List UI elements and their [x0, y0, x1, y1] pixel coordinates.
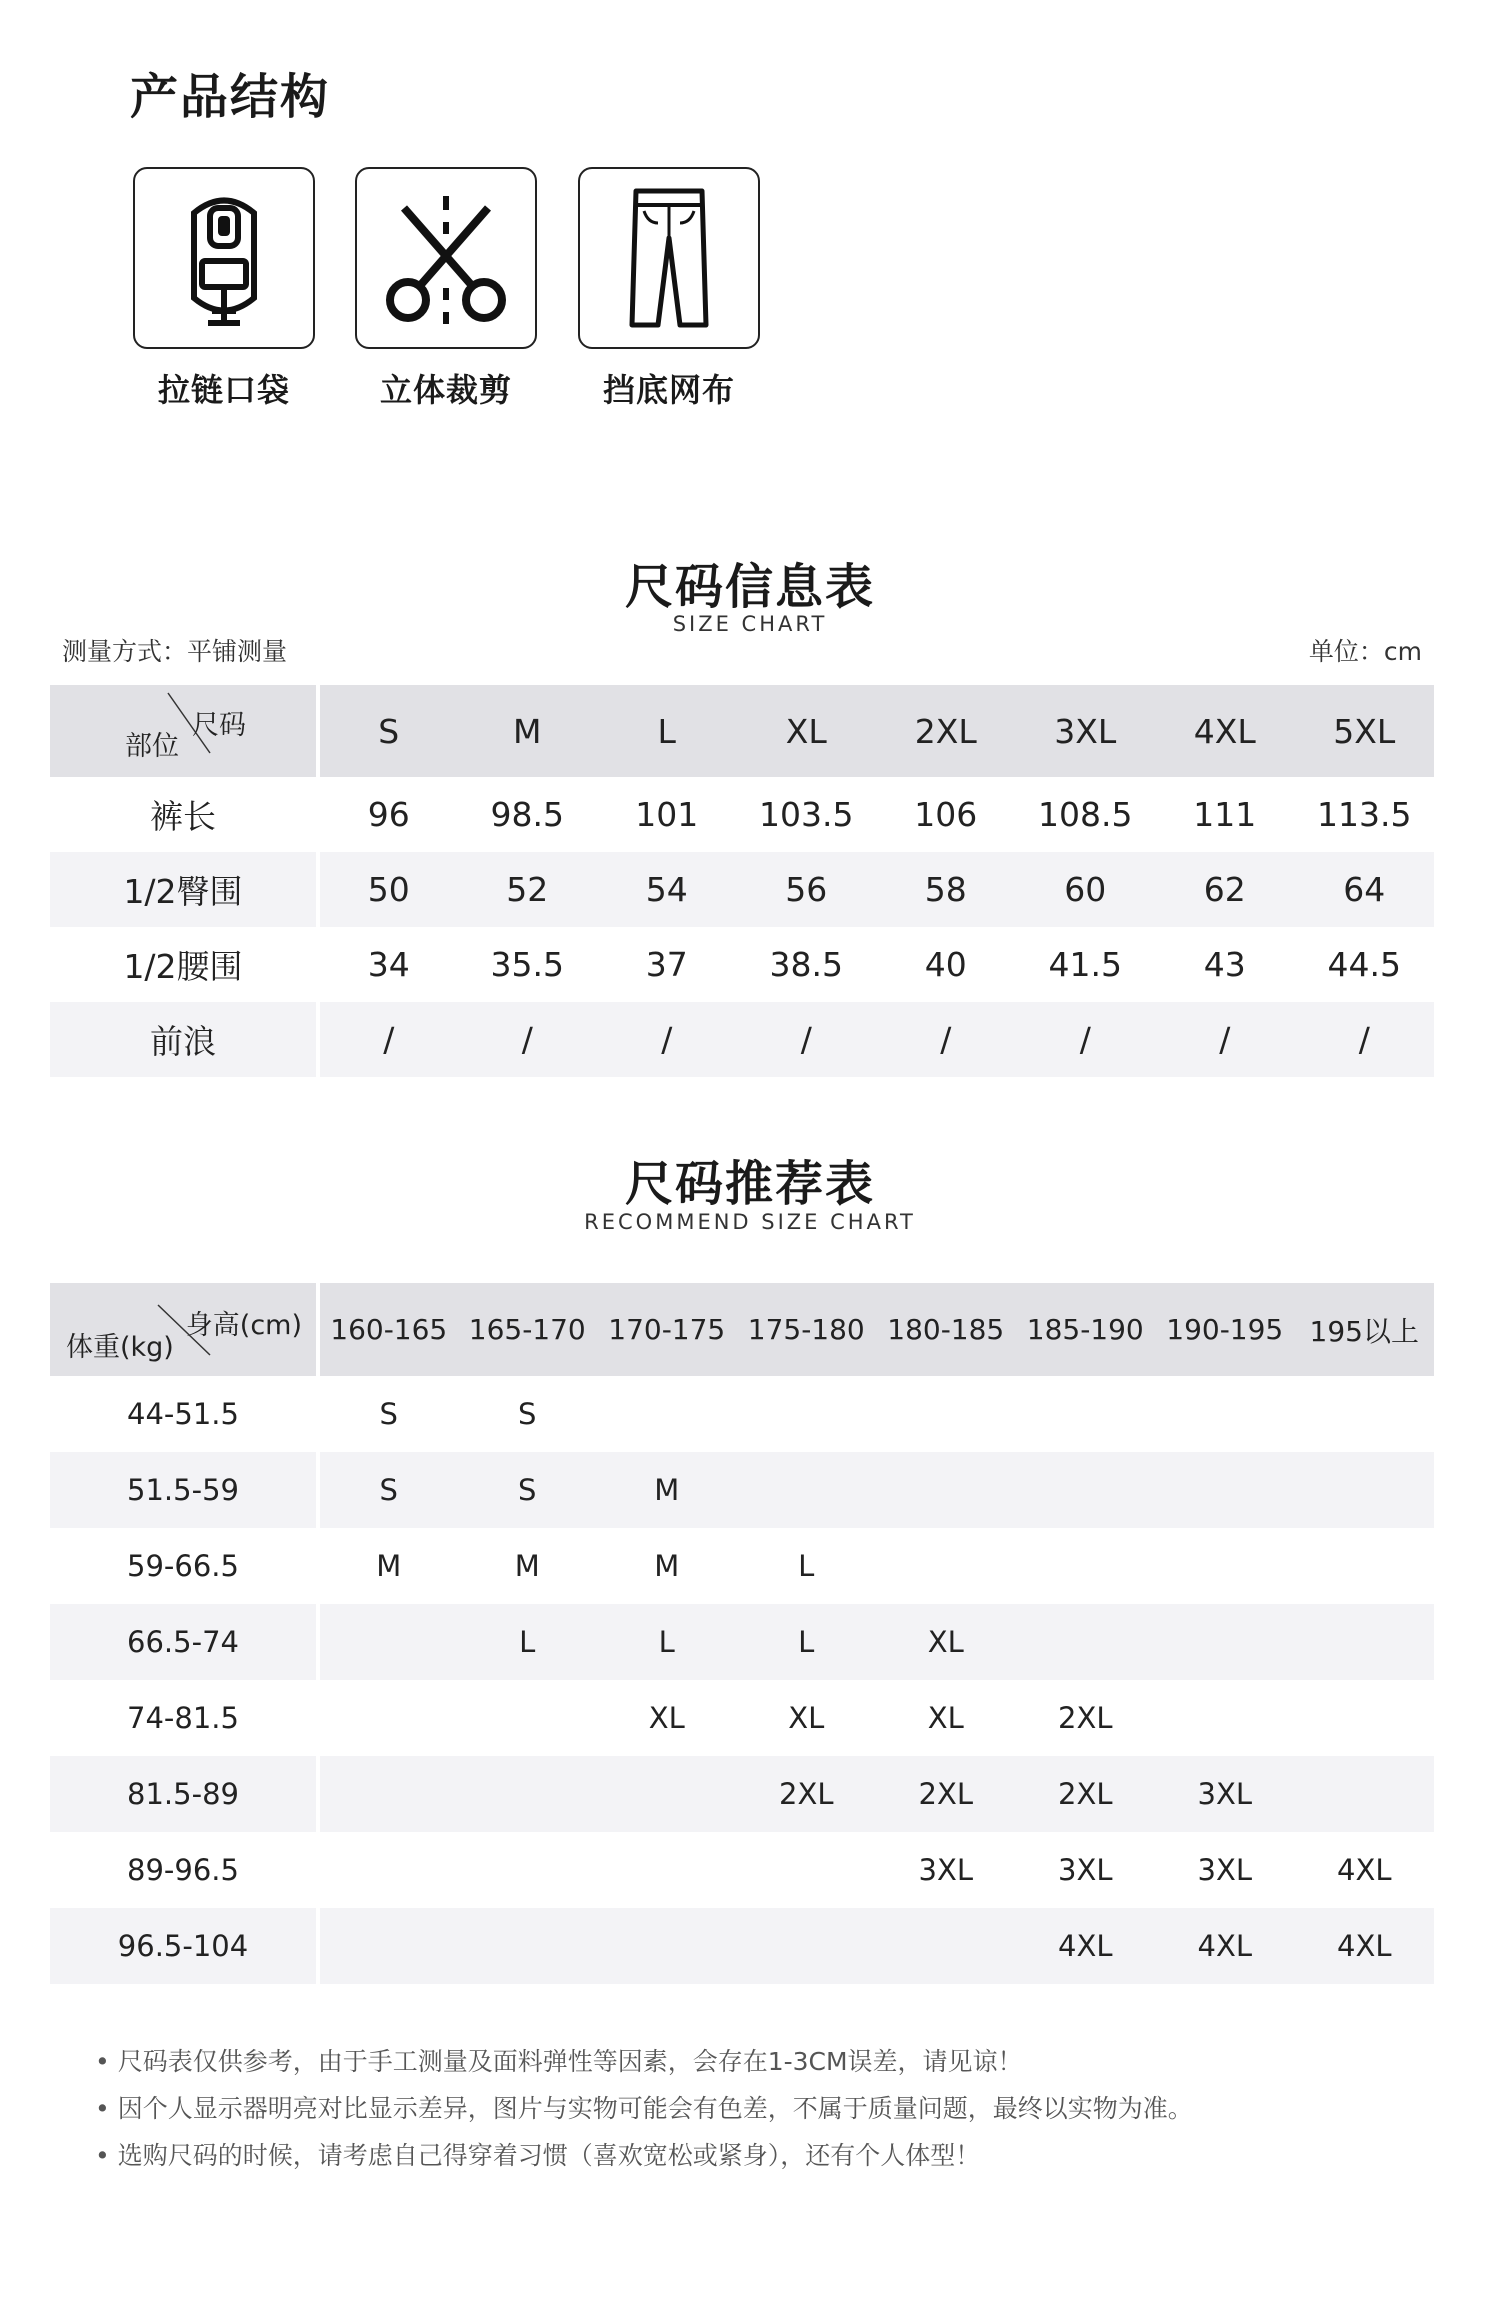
- table-cell: 2XL: [1016, 1680, 1156, 1756]
- table-cell: [1295, 1376, 1435, 1452]
- note-item: • 因个人显示器明亮对比显示差异，图片与实物可能会有色差，不属于质量问题，最终以实物为准。: [95, 2094, 1193, 2123]
- table-cell: 35.5: [458, 927, 598, 1002]
- size-header: L: [597, 685, 737, 777]
- table-cell: 3XL: [1155, 1832, 1295, 1908]
- table-cell: 54: [597, 852, 737, 927]
- table-row: [50, 777, 1434, 852]
- table-cell: /: [318, 1002, 458, 1077]
- table-row: [50, 1756, 1434, 1832]
- recommend-chart-table: [50, 1283, 1436, 1984]
- table-cell: 101: [597, 777, 737, 852]
- corner-size-label: 尺码: [192, 710, 246, 741]
- table-cell: 38.5: [737, 927, 877, 1002]
- table-cell: 43: [1155, 927, 1295, 1002]
- size-chart-table: [50, 685, 1436, 1077]
- weight-label: 44-51.5: [50, 1376, 318, 1452]
- note-item: • 选购尺码的时候，请考虑自己得穿着习惯（喜欢宽松或紧身），还有个人体型！: [95, 2141, 981, 2170]
- weight-label: 66.5-74: [50, 1604, 318, 1680]
- table-cell: M: [318, 1528, 458, 1604]
- table-cell: 44.5: [1295, 927, 1435, 1002]
- feature-zipper-pocket: [133, 167, 315, 411]
- note-item: • 尺码表仅供参考，由于手工测量及面料弹性等因素，会存在1-3CM误差，请见谅！: [95, 2047, 1023, 2076]
- table-cell: 4XL: [1155, 1908, 1295, 1984]
- table-cell: [1155, 1604, 1295, 1680]
- table-cell: [597, 1376, 737, 1452]
- table-cell: [1295, 1452, 1435, 1528]
- table-cell: S: [458, 1376, 598, 1452]
- table-cell: 113.5: [1295, 777, 1435, 852]
- table-cell: /: [458, 1002, 598, 1077]
- table-cell: M: [597, 1528, 737, 1604]
- table-cell: /: [737, 1002, 877, 1077]
- height-header: 165-170: [458, 1283, 598, 1376]
- table-cell: S: [458, 1452, 598, 1528]
- height-header: 185-190: [1016, 1283, 1156, 1376]
- table-cell: 2XL: [737, 1756, 877, 1832]
- table-cell: [458, 1832, 598, 1908]
- table-cell: [1016, 1604, 1156, 1680]
- corner-height-label: 身高(cm): [185, 1310, 302, 1341]
- height-header: 195以上: [1295, 1283, 1435, 1376]
- table-cell: 34: [318, 927, 458, 1002]
- table-cell: 41.5: [1016, 927, 1156, 1002]
- table-cell: [597, 1832, 737, 1908]
- table-cell: 103.5: [737, 777, 877, 852]
- table-cell: 98.5: [458, 777, 598, 852]
- table-cell: 106: [876, 777, 1016, 852]
- table-cell: 111: [1155, 777, 1295, 852]
- table-row: [50, 927, 1434, 1002]
- table-cell: [318, 1680, 458, 1756]
- table-cell: 50: [318, 852, 458, 927]
- table-cell: 108.5: [1016, 777, 1156, 852]
- table-cell: L: [458, 1604, 598, 1680]
- table-row: [50, 1832, 1434, 1908]
- table-cell: S: [318, 1452, 458, 1528]
- table-row: [50, 1528, 1434, 1604]
- size-header: 3XL: [1016, 685, 1156, 777]
- table-cell: XL: [597, 1680, 737, 1756]
- scissors-icon: [355, 167, 537, 349]
- table-cell: 2XL: [876, 1756, 1016, 1832]
- table-cell: 37: [597, 927, 737, 1002]
- recommend-chart-title: 尺码推荐表: [624, 1156, 875, 1212]
- weight-label: 74-81.5: [50, 1680, 318, 1756]
- table-cell: [1155, 1680, 1295, 1756]
- height-header: 170-175: [597, 1283, 737, 1376]
- product-structure-title: 产品结构: [130, 69, 331, 125]
- notes-list: [95, 2038, 1193, 2179]
- table-cell: [597, 1908, 737, 1984]
- table-cell: [318, 1832, 458, 1908]
- table-cell: 60: [1016, 852, 1156, 927]
- table-cell: 3XL: [876, 1832, 1016, 1908]
- table-cell: /: [597, 1002, 737, 1077]
- size-chart-title: 尺码信息表: [624, 559, 875, 615]
- table-cell: L: [597, 1604, 737, 1680]
- table-cell: [1155, 1452, 1295, 1528]
- table-cell: [876, 1908, 1016, 1984]
- table-cell: /: [876, 1002, 1016, 1077]
- table-cell: S: [318, 1376, 458, 1452]
- table-cell: 4XL: [1295, 1832, 1435, 1908]
- height-header: 180-185: [876, 1283, 1016, 1376]
- table-cell: XL: [737, 1680, 877, 1756]
- table-row: [50, 1604, 1434, 1680]
- table-cell: 58: [876, 852, 1016, 927]
- zipper-pocket-icon: [133, 167, 315, 349]
- size-chart-subtitle: SIZE CHART: [672, 612, 828, 636]
- height-header-row: [50, 1283, 1434, 1376]
- size-header-row: [50, 685, 1434, 777]
- weight-label: 59-66.5: [50, 1528, 318, 1604]
- table-cell: XL: [876, 1680, 1016, 1756]
- unit-label: 单位：cm: [1308, 637, 1422, 666]
- table-cell: 64: [1295, 852, 1435, 927]
- row-label: 1/2腰围: [50, 927, 318, 1002]
- table-cell: /: [1295, 1002, 1435, 1077]
- height-header: 175-180: [737, 1283, 877, 1376]
- table-cell: M: [458, 1528, 598, 1604]
- recommend-corner-cell: [50, 1283, 318, 1376]
- feature-crotch-mesh: [578, 167, 760, 411]
- table-cell: [1295, 1528, 1435, 1604]
- table-cell: /: [1155, 1002, 1295, 1077]
- table-row: [50, 1908, 1434, 1984]
- size-header: 2XL: [876, 685, 1016, 777]
- table-cell: [1016, 1452, 1156, 1528]
- row-label: 裤长: [50, 777, 318, 852]
- feature-3d-cutting: [355, 167, 537, 411]
- table-cell: [1155, 1528, 1295, 1604]
- table-cell: 4XL: [1016, 1908, 1156, 1984]
- corner-weight-label: 体重(kg): [66, 1332, 174, 1363]
- table-cell: 40: [876, 927, 1016, 1002]
- table-row: [50, 852, 1434, 927]
- table-cell: XL: [876, 1604, 1016, 1680]
- feature-label-zipper-pocket: 拉链口袋: [157, 371, 290, 409]
- table-cell: [1016, 1376, 1156, 1452]
- table-cell: /: [1016, 1002, 1156, 1077]
- table-cell: M: [597, 1452, 737, 1528]
- weight-label: 96.5-104: [50, 1908, 318, 1984]
- table-cell: [737, 1452, 877, 1528]
- measure-method: 测量方式：平铺测量: [62, 637, 288, 666]
- table-cell: 56: [737, 852, 877, 927]
- table-cell: 3XL: [1155, 1756, 1295, 1832]
- table-cell: [458, 1680, 598, 1756]
- size-header: XL: [737, 685, 877, 777]
- table-cell: [876, 1452, 1016, 1528]
- table-cell: L: [737, 1528, 877, 1604]
- table-cell: 52: [458, 852, 598, 927]
- table-cell: 2XL: [1016, 1756, 1156, 1832]
- table-cell: 62: [1155, 852, 1295, 927]
- table-cell: [318, 1908, 458, 1984]
- table-cell: [318, 1756, 458, 1832]
- recommend-chart-subtitle: RECOMMEND SIZE CHART: [584, 1210, 916, 1234]
- table-row: [50, 1452, 1434, 1528]
- row-label: 1/2臀围: [50, 852, 318, 927]
- table-cell: 96: [318, 777, 458, 852]
- table-cell: [1295, 1604, 1435, 1680]
- table-cell: [1295, 1680, 1435, 1756]
- corner-diagonal: [50, 685, 312, 777]
- table-row: [50, 1002, 1434, 1077]
- feature-label-3d-cutting: 立体裁剪: [379, 371, 512, 409]
- size-corner-cell: [50, 685, 318, 777]
- height-header: 190-195: [1155, 1283, 1295, 1376]
- weight-label: 51.5-59: [50, 1452, 318, 1528]
- size-header: S: [318, 685, 458, 777]
- pants-icon: [578, 167, 760, 349]
- table-row: [50, 1376, 1434, 1452]
- table-cell: [876, 1376, 1016, 1452]
- feature-label-crotch-mesh: 挡底网布: [602, 371, 735, 409]
- size-header: 5XL: [1295, 685, 1435, 777]
- table-cell: [737, 1376, 877, 1452]
- table-cell: [1295, 1756, 1435, 1832]
- table-cell: 3XL: [1016, 1832, 1156, 1908]
- size-header: 4XL: [1155, 685, 1295, 777]
- height-header: 160-165: [318, 1283, 458, 1376]
- table-cell: [737, 1908, 877, 1984]
- table-cell: [458, 1756, 598, 1832]
- table-row: [50, 1680, 1434, 1756]
- table-cell: 4XL: [1295, 1908, 1435, 1984]
- table-cell: L: [737, 1604, 877, 1680]
- row-label: 前浪: [50, 1002, 318, 1077]
- table-cell: [737, 1832, 877, 1908]
- table-cell: [1016, 1528, 1156, 1604]
- table-cell: [318, 1604, 458, 1680]
- corner-part-label: 部位: [125, 731, 179, 762]
- weight-label: 89-96.5: [50, 1832, 318, 1908]
- weight-label: 81.5-89: [50, 1756, 318, 1832]
- size-header: M: [458, 685, 598, 777]
- table-cell: [876, 1528, 1016, 1604]
- table-cell: [1155, 1376, 1295, 1452]
- table-cell: [597, 1756, 737, 1832]
- table-cell: [458, 1908, 598, 1984]
